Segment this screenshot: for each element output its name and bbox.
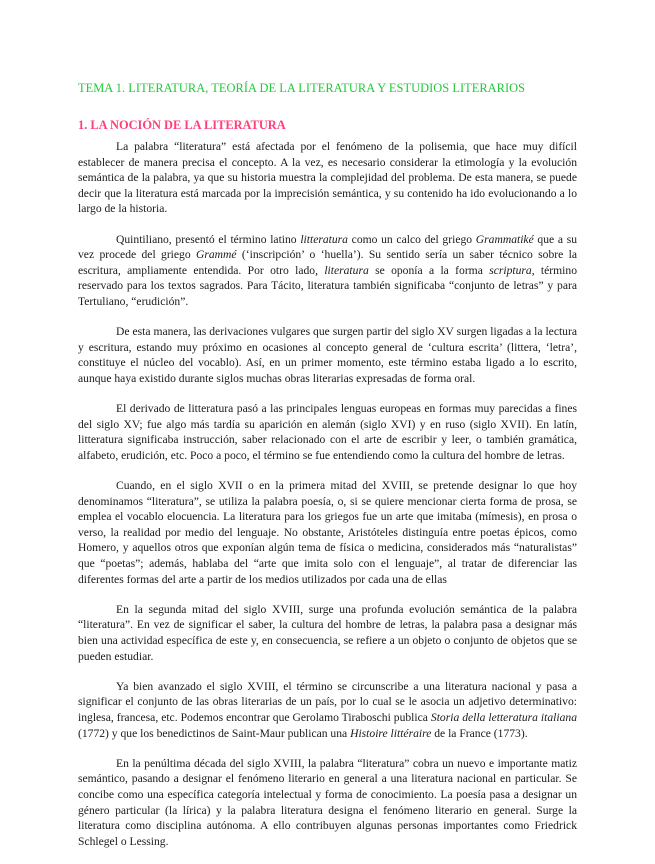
- italic-text-run: Grammé: [196, 248, 237, 262]
- paragraph: [78, 478, 577, 587]
- text-run: como un calco del griego: [347, 232, 476, 246]
- text-run: (‘inscripción’ o ‘huella’). Su sentido sería un saber técnico sobre la escritura, ampliamente entendida. Por otro lado,: [78, 248, 577, 277]
- italic-text-run: Storia della letteratura italiana: [430, 710, 577, 724]
- paragraph: [78, 401, 577, 463]
- text-run: En la segunda mitad del siglo XVIII, surge una profunda evolución semántica de la palabra “literatura”. En vez de significar el saber, la cultura del hombre de letras, la palabra pasa a designar más bien una actividad específica de este y, en consecuencia, se refiere a un objeto o conjunto de objetos que se pueden estudiar.: [78, 602, 577, 663]
- text-run: (1772) y que los benedictinos de Saint-Maur publican una: [78, 726, 351, 740]
- text-run: Ya bien avanzado el siglo XVIII, el término se circunscribe a una literatura nacional y pasa a significar el conjunto de las obras literarias de un país, por lo cual se le asocia un adjetivo determinativo: inglesa, francesa, etc. Podemos encontrar que Gerolamo Tiraboschi publica: [78, 679, 577, 724]
- text-run: De esta manera, las derivaciones vulgares que surgen partir del siglo XV surgen ligadas a la lectura y escritura, estando muy próximo en ocasiones al concepto general de ‘cultura escrita’ (littera, ‘letra’, constituye el núcleo del vocablo). Así, en un primer momento, este término estaba ligado a lo escrito, aunque haya existido durante siglos muchas obras literarias expresadas de forma oral.: [78, 325, 577, 385]
- italic-text-run: Grammatiké: [475, 232, 534, 246]
- section-heading: 1. LA NOCIÓN DE LA LITERATURA: [78, 118, 286, 132]
- paragraph: [78, 324, 577, 386]
- document-title: TEMA 1. LITERATURA, TEORÍA DE LA LITERATURA Y ESTUDIOS LITERARIOS: [78, 81, 526, 95]
- text-run: El derivado de litteratura pasó a las principales lenguas europeas en formas muy parecidas a fines del siglo XV; fue algo más tardía su aparición en alemán (siglo XVI) y en ruso (siglo XVII). En latín, litteratura significaba instrucción, saber relacionado con el arte de escribir y leer, o también gramática, alfabeto, erudición, etc. Poco a poco, el término se fue entendiendo como la cultura del hombre de letras.: [78, 402, 577, 462]
- paragraph: [78, 756, 577, 850]
- text-run: Cuando, en el siglo XVII o en la primera mitad del XVIII, se pretende designar lo que hoy denominamos “literatura”, se utiliza la palabra poesía, o, si se quiere mencionar cierta forma de prosa, se emplea el vocablo elocuencia. La literatura para los griegos fue un arte que imitaba (mímesis), en prosa o verso, la realidad por medio del lenguaje. No obstante, Aristóteles distinguía entre poetas épicos, como Homero, y aquellos otros que exponían algún tema de física o medicina, considerados más “naturalistas” que “poetas”; además, hablaba del “arte que imita solo con el lenguaje”, al tratar de diferenciar las diferentes formas del arte a partir de los medios utilizados por cada una de ellas: [78, 479, 577, 586]
- text-run: , término reservado para los textos sagrados. Para Tácito, literatura también significaba “conjunto de letras” y para Tertuliano, “erudición”.: [78, 263, 577, 308]
- paragraph: [78, 232, 577, 310]
- italic-text-run: literatura: [324, 263, 369, 277]
- text-run: se oponía a la forma: [368, 263, 490, 277]
- italic-text-run: scriptura: [489, 263, 532, 277]
- paragraph: [78, 602, 577, 664]
- paragraph: [78, 139, 577, 217]
- text-run: que a su vez procede del griego: [78, 232, 578, 262]
- body-text: [78, 139, 577, 864]
- text-run: de la France (1773).: [431, 726, 528, 740]
- paragraph: [78, 679, 577, 741]
- italic-text-run: Histoire littéraire: [350, 726, 432, 740]
- text-run: La palabra “literatura” está afectada por el fenómeno de la polisemia, que hace muy difícil establecer de manera precisa el concepto. A la vez, es necesario considerar la etimología y la evolución semántica de la palabra, ya que su historia muestra la complejidad del problema. De esta manera, se puede decir que la literatura está marcada por la imprecisión semántica, y su contenido ha ido evolucionando a lo largo de la historia.: [78, 140, 577, 216]
- text-run: En la penúltima década del siglo XVIII, la palabra “literatura” cobra un nuevo e importante matiz semántico, pasando a designar el fenómeno literario en general a una literatura nacional en particular. Se concibe como una específica categoría intelectual y forma de conocimiento. La poesía pasa a designar un género particular (la lírica) y la palabra literatura designa el fenómeno literario en general. Surge la literatura como disciplina autónoma. A ello contribuyen algunas personas importantes como Friedrick Schlegel o Lessing.: [78, 756, 577, 848]
- italic-text-run: litteratura: [300, 232, 348, 246]
- text-run: Quintiliano, presentó el término latino: [116, 232, 301, 246]
